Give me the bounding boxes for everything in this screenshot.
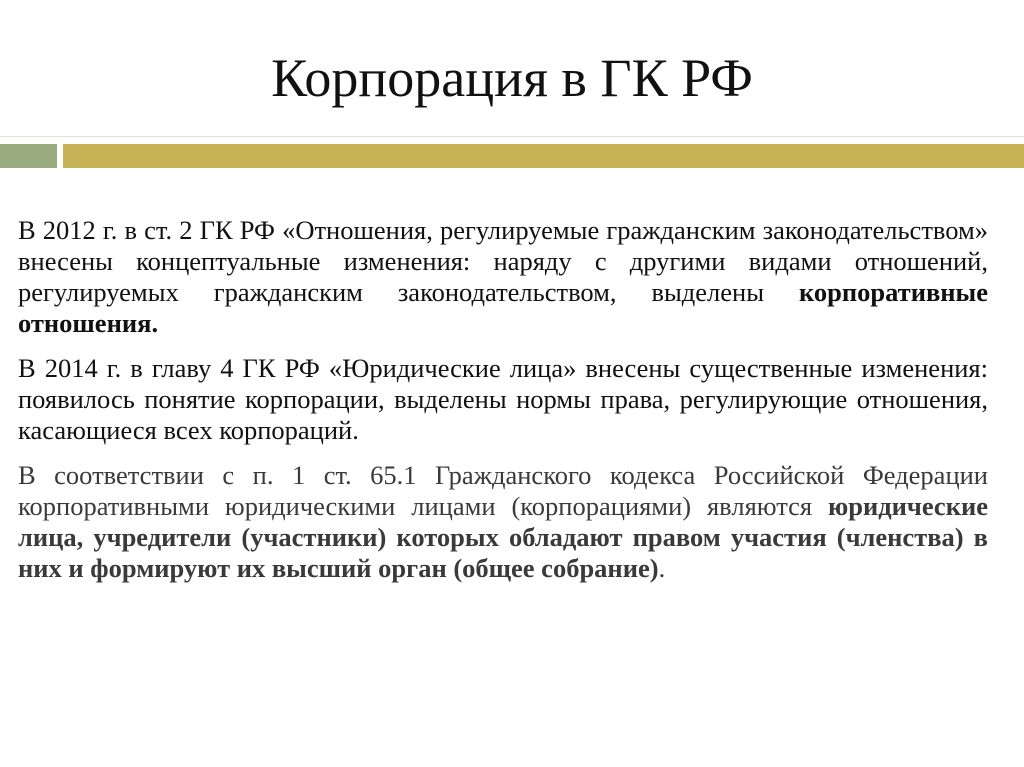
slide-body: [18, 215, 988, 598]
paragraph-3: [18, 460, 988, 584]
paragraph-3-text: В соответствии с п. 1 ст. 65.1 Гражданского кодекса Российской Федерации корпоративными юридическими лицами (корпорациями) являются: [18, 460, 988, 521]
title-divider-line: [0, 136, 1024, 137]
paragraph-2-text: В 2014 г. в главу 4 ГК РФ «Юридические лица» внесены существенные изменения: появилось понятие корпорации, выделены нормы права, регулирующие отношения, касающиеся всех корпораций.: [18, 353, 988, 445]
accent-bar-right: [63, 144, 1024, 168]
slide-title: Корпорация в ГК РФ: [271, 48, 753, 108]
paragraph-2: [18, 353, 988, 446]
paragraph-3-bold: юридические лица, учредители (участники) которых обладают правом участия (членства) в них и формируют их высший орган (общее собрание): [18, 491, 988, 583]
accent-bar-left: [0, 144, 57, 168]
paragraph-3-end: .: [658, 553, 666, 583]
paragraph-1: [18, 215, 988, 339]
paragraph-1-bold: корпоративные отношения.: [18, 277, 988, 338]
paragraph-1-text: В 2012 г. в ст. 2 ГК РФ «Отношения, регулируемые гражданским законодательством» внесены концептуальные изменения: наряду с другими видами отношений, регулируемых гражданским законодательством, выделены: [18, 215, 988, 307]
